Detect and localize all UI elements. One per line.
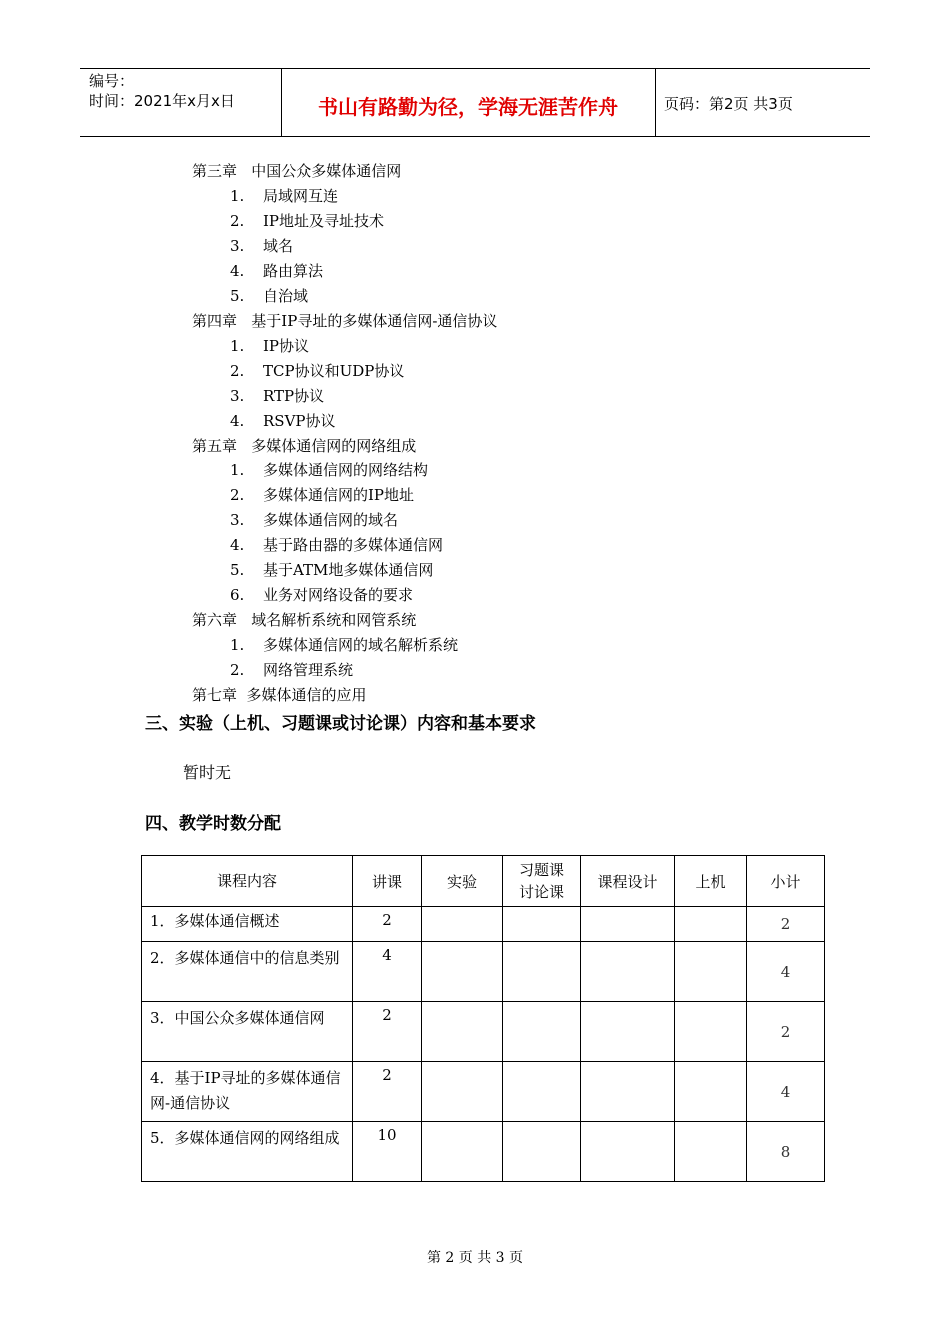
table-header-row — [142, 856, 825, 907]
chapter-title: 第五章 多媒体通信网的网络组成 — [192, 437, 417, 455]
cell-content: 2．多媒体通信中的信息类别 — [142, 942, 353, 1002]
header-page-label: 页码：第2页 共3页 — [664, 95, 793, 113]
header-motto: 书山有路勤为径，学海无涯苦作舟 — [318, 95, 618, 119]
list-item: TCP协议和UDP协议 — [263, 362, 405, 380]
table-row — [142, 1062, 825, 1122]
list-item-number: 3. — [230, 237, 245, 255]
list-item: 多媒体通信网的IP地址 — [263, 486, 415, 504]
cell-design — [581, 1062, 675, 1122]
cell-computer — [675, 1062, 747, 1122]
cell-discussion — [503, 1002, 581, 1062]
list-item-number: 6. — [230, 586, 245, 604]
cell-discussion — [503, 942, 581, 1002]
cell-lecture: 4 — [353, 942, 422, 1002]
cell-subtotal: 2 — [747, 907, 825, 942]
cell-experiment — [422, 1002, 503, 1062]
cell-discussion — [503, 1122, 581, 1182]
chapter-title: 第三章 中国公众多媒体通信网 — [192, 162, 402, 180]
cell-lecture: 2 — [353, 1062, 422, 1122]
list-item: 基于路由器的多媒体通信网 — [263, 536, 444, 554]
column-header-discussion-line2: 讨论课 — [518, 883, 564, 901]
table-row — [142, 907, 825, 942]
cell-design — [581, 907, 675, 942]
list-item: RSVP协议 — [263, 412, 336, 430]
table-row — [142, 1002, 825, 1062]
list-item-number: 1. — [230, 636, 245, 654]
cell-experiment — [422, 907, 503, 942]
table-row — [142, 942, 825, 1002]
list-item: 自治域 — [263, 287, 309, 305]
list-item-number: 3. — [230, 511, 245, 529]
header-divider-right — [655, 68, 656, 136]
list-item-number: 4. — [230, 262, 245, 280]
column-header-experiment: 实验 — [422, 856, 503, 907]
hours-table — [141, 855, 825, 1182]
cell-content: 3．中国公众多媒体通信网 — [142, 1002, 353, 1062]
section-heading: 三、实验（上机、习题课或讨论课）内容和基本要求 — [145, 714, 536, 734]
cell-design — [581, 1122, 675, 1182]
list-item-number: 4. — [230, 536, 245, 554]
list-item: 网络管理系统 — [263, 661, 354, 679]
list-item-number: 3. — [230, 387, 245, 405]
section-heading: 四、教学时数分配 — [145, 814, 281, 834]
list-item-number: 5. — [230, 287, 245, 305]
cell-subtotal: 2 — [747, 1002, 825, 1062]
cell-lecture: 2 — [353, 907, 422, 942]
cell-content: 5．多媒体通信网的网络组成 — [142, 1122, 353, 1182]
cell-computer — [675, 942, 747, 1002]
table-row — [142, 1122, 825, 1182]
column-header-computer: 上机 — [675, 856, 747, 907]
cell-subtotal: 8 — [747, 1122, 825, 1182]
list-item: 多媒体通信网的域名解析系统 — [263, 636, 459, 654]
chapter-title: 第四章 基于IP寻址的多媒体通信网-通信协议 — [192, 312, 498, 330]
list-item: 域名 — [263, 237, 294, 255]
list-item: 局域网互连 — [263, 187, 339, 205]
cell-experiment — [422, 1062, 503, 1122]
column-header-discussion — [503, 856, 581, 907]
list-item-number: 1. — [230, 337, 245, 355]
cell-lecture: 10 — [353, 1122, 422, 1182]
list-item: 业务对网络设备的要求 — [263, 586, 414, 604]
list-item: IP地址及寻址技术 — [263, 212, 385, 230]
list-item: 多媒体通信网的网络结构 — [263, 461, 429, 479]
list-item: 路由算法 — [263, 262, 324, 280]
list-item: RTP协议 — [263, 387, 325, 405]
header-bottom-rule — [80, 136, 870, 137]
cell-computer — [675, 1122, 747, 1182]
time-label: 时间：2021年x月x日 — [89, 92, 235, 110]
cell-experiment — [422, 1122, 503, 1182]
column-header-discussion-line1: 习题课 — [518, 861, 564, 879]
chapter-title: 第六章 域名解析系统和网管系统 — [192, 611, 417, 629]
column-header-lecture: 讲课 — [353, 856, 422, 907]
cell-computer — [675, 907, 747, 942]
list-item: IP协议 — [263, 337, 310, 355]
list-item: 多媒体通信网的域名 — [263, 511, 399, 529]
cell-discussion — [503, 907, 581, 942]
column-header-design: 课程设计 — [581, 856, 675, 907]
list-item-number: 1. — [230, 461, 245, 479]
list-item-number: 2. — [230, 486, 245, 504]
header-meta — [89, 71, 235, 111]
cell-design — [581, 1002, 675, 1062]
list-item-number: 2. — [230, 212, 245, 230]
page-footer: 第 2 页 共 3 页 — [426, 1250, 524, 1266]
cell-subtotal: 4 — [747, 942, 825, 1002]
list-item-number: 2. — [230, 661, 245, 679]
chapter-title: 第七章 多媒体通信的应用 — [192, 686, 367, 704]
cell-design — [581, 942, 675, 1002]
cell-computer — [675, 1002, 747, 1062]
header-top-rule — [80, 68, 870, 69]
column-header-subtotal: 小计 — [747, 856, 825, 907]
serial-label: 编号： — [89, 72, 135, 90]
cell-subtotal: 4 — [747, 1062, 825, 1122]
cell-content: 1．多媒体通信概述 — [142, 907, 353, 942]
cell-lecture: 2 — [353, 1002, 422, 1062]
cell-experiment — [422, 942, 503, 1002]
section-note: 暂时无 — [183, 763, 232, 782]
list-item-number: 5. — [230, 561, 245, 579]
cell-discussion — [503, 1062, 581, 1122]
list-item-number: 4. — [230, 412, 245, 430]
cell-content: 4．基于IP寻址的多媒体通信网-通信协议 — [142, 1062, 353, 1122]
column-header-content: 课程内容 — [142, 856, 353, 907]
list-item-number: 1. — [230, 187, 245, 205]
list-item: 基于ATM地多媒体通信网 — [263, 561, 434, 579]
list-item-number: 2. — [230, 362, 245, 380]
